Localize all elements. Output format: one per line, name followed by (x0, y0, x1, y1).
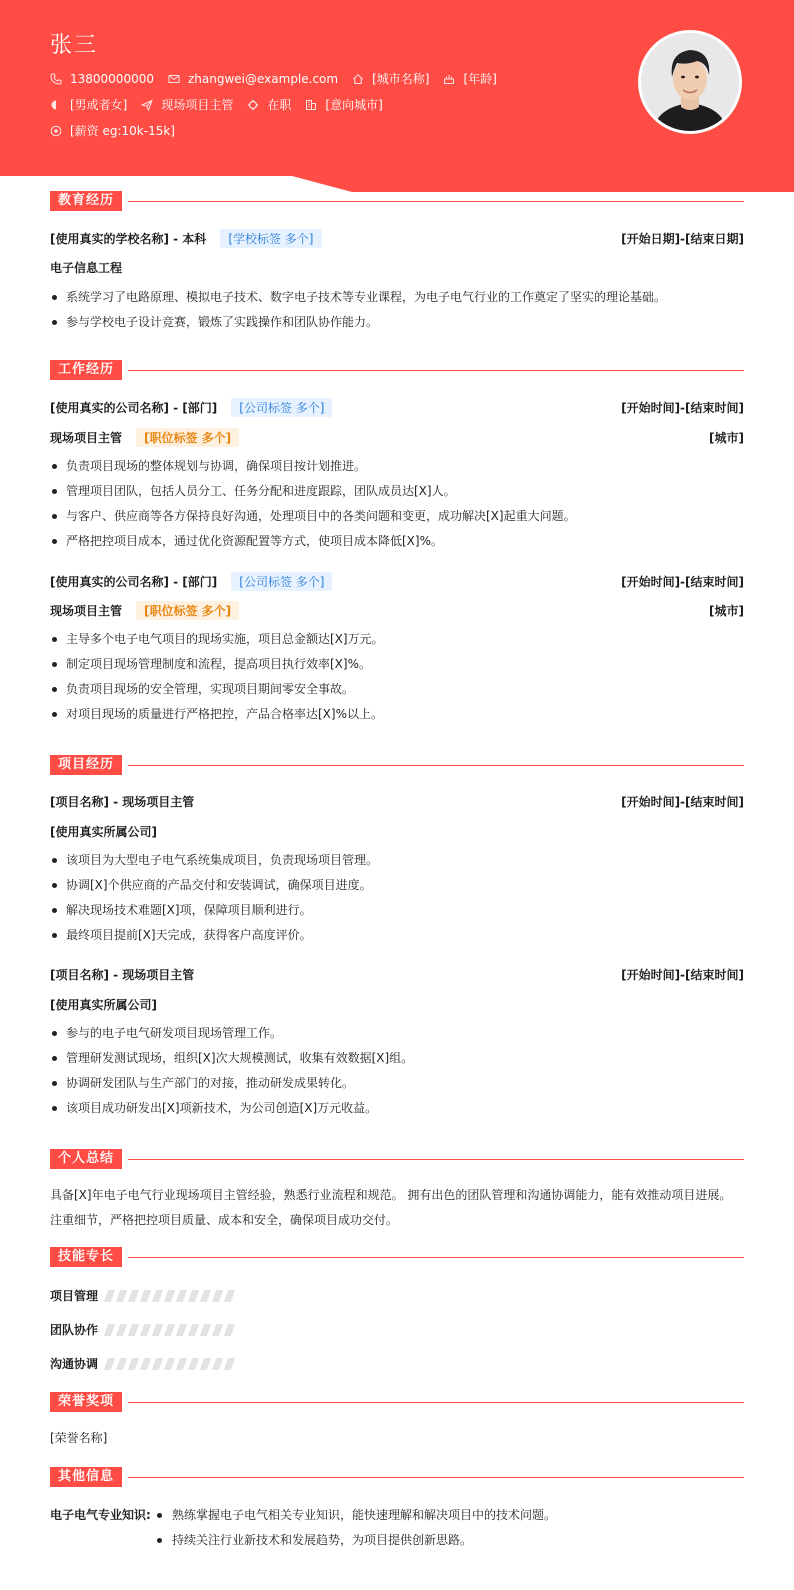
status-text: 在职 (267, 98, 292, 112)
candidate-name: 张三 (50, 33, 99, 58)
education-header (50, 229, 744, 248)
list-item: 参与学校电子设计竞赛，锻炼了实践操作和团队协作能力。 (50, 312, 744, 337)
list-item: 最终项目提前[X]天完成，获得客户高度评价。 (50, 925, 744, 950)
section-work (50, 360, 744, 380)
contact-row-3 (50, 122, 189, 139)
section-honors (50, 1392, 744, 1412)
age-text: [年龄] (463, 72, 497, 86)
position-text: 现场项目主管 (161, 98, 234, 112)
skill-item (50, 1355, 238, 1372)
work-1-bullets (50, 629, 744, 729)
list-item: 持续关注行业新技术和发展趋势，为项目提供创新思路。 (154, 1530, 556, 1555)
project-1-bullets (50, 1023, 744, 1123)
section-divider (128, 1402, 744, 1403)
money-icon (50, 125, 62, 137)
skill-level-bar (106, 1358, 238, 1370)
mail-icon (168, 73, 180, 85)
skill-name: 沟通协调 (50, 1357, 99, 1371)
section-divider (128, 1159, 744, 1160)
project-dates: [开始时间]-[结束时间] (621, 968, 744, 982)
section-skills (50, 1247, 744, 1267)
project-name: [项目名称] - 现场项目主管 (50, 968, 195, 982)
list-item: 该项目为大型电子电气系统集成项目，负责现场项目管理。 (50, 850, 744, 875)
education-bullets (50, 287, 744, 337)
section-divider (128, 370, 744, 371)
list-item: 参与的电子电气研发项目现场管理工作。 (50, 1023, 744, 1048)
job-title: 现场项目主管 (50, 604, 123, 618)
job-title: 现场项目主管 (50, 431, 123, 445)
section-projects (50, 755, 744, 775)
avatar (638, 30, 742, 134)
target-city-text: [意向城市] (325, 98, 383, 112)
skill-level-bar (106, 1324, 238, 1336)
work-0-title-row (50, 428, 744, 447)
gender-text: [男或者女] (70, 98, 128, 112)
section-title: 技能专长 (50, 1247, 122, 1267)
project-0-company-row (50, 823, 744, 840)
list-item: 与客户、供应商等各方保持良好沟通，处理项目中的各类问题和变更，成功解决[X]起重大问题。 (50, 506, 744, 531)
work-1-title-row (50, 601, 744, 620)
send-icon (141, 99, 153, 111)
gender-info (50, 96, 127, 113)
project-company: [使用真实所属公司] (50, 825, 157, 839)
project-0-bullets (50, 850, 744, 950)
phone-info (50, 72, 154, 86)
list-item: 管理项目团队，包括人员分工、任务分配和进度跟踪，团队成员达[X]人。 (50, 481, 744, 506)
building-icon (305, 99, 317, 111)
project-1-header (50, 966, 744, 983)
cake-icon (443, 73, 455, 85)
skill-name: 项目管理 (50, 1289, 99, 1303)
other-bullets (154, 1505, 556, 1555)
age-info (443, 70, 496, 87)
list-item: 熟练掌握电子电气相关专业知识，能快速理解和解决项目中的技术问题。 (154, 1505, 556, 1530)
avatar-photo (641, 33, 739, 131)
status-icon (247, 99, 259, 111)
section-divider (128, 1257, 744, 1258)
email-info (168, 72, 338, 86)
project-1-company-row (50, 996, 744, 1013)
work-dates: [开始时间]-[结束时间] (621, 401, 744, 415)
list-item: 负责项目现场的整体规划与协调，确保项目按计划推进。 (50, 456, 744, 481)
list-item: 协调研发团队与生产部门的对接，推动研发成果转化。 (50, 1073, 744, 1098)
skill-item (50, 1287, 238, 1304)
section-divider (128, 201, 744, 202)
skill-level-bar (106, 1290, 238, 1302)
work-0-header (50, 398, 744, 417)
section-title: 工作经历 (50, 360, 122, 380)
company-name: [使用真实的公司名称] - [部门] (50, 575, 218, 589)
city-text: [城市名称] (372, 72, 430, 86)
list-item: 该项目成功研发出[X]项新技术，为公司创造[X]万元收益。 (50, 1098, 744, 1123)
work-city: [城市] (709, 604, 744, 618)
section-title: 其他信息 (50, 1467, 122, 1487)
section-other (50, 1467, 744, 1487)
company-tag: [公司标签 多个] (231, 572, 332, 591)
phone-icon (50, 73, 62, 85)
target-city-info (305, 96, 382, 113)
section-divider (128, 1477, 744, 1478)
list-item: 对项目现场的质量进行严格把控，产品合格率达[X]%以上。 (50, 704, 744, 729)
summary-text (50, 1183, 744, 1233)
list-item: 协调[X]个供应商的产品交付和安装调试，确保项目进度。 (50, 875, 744, 900)
list-item: 系统学习了电路原理、模拟电子技术、数字电子技术等专业课程，为电子电气行业的工作奠定了坚实的理论基础。 (50, 287, 744, 312)
home-icon (352, 73, 364, 85)
list-item: 主导多个电子电气项目的现场实施，项目总金额达[X]万元。 (50, 629, 744, 654)
section-title: 项目经历 (50, 755, 122, 775)
work-0-bullets (50, 456, 744, 556)
skill-item (50, 1321, 238, 1338)
job-tag: [职位标签 多个] (136, 601, 239, 620)
status-info (247, 96, 291, 113)
list-item: 严格把控项目成本，通过优化资源配置等方式，使项目成本降低[X]%。 (50, 531, 744, 556)
job-tag: [职位标签 多个] (136, 428, 239, 447)
project-name: [项目名称] - 现场项目主管 (50, 795, 195, 809)
work-1-header (50, 572, 744, 591)
project-company: [使用真实所属公司] (50, 998, 157, 1012)
section-summary (50, 1149, 744, 1169)
skill-name: 团队协作 (50, 1323, 99, 1337)
education-major-row (50, 259, 744, 276)
list-item: 管理研发测试现场，组织[X]次大规模测试，收集有效数据[X]组。 (50, 1048, 744, 1073)
summary-line: 具备[X]年电子电气行业现场项目主管经验，熟悉行业流程和规范。 拥有出色的团队管理和沟通协调能力，能有效推动项目进展。 (50, 1188, 732, 1202)
work-city: [城市] (709, 431, 744, 445)
work-dates: [开始时间]-[结束时间] (621, 575, 744, 589)
project-0-header (50, 793, 744, 810)
section-title: 荣誉奖项 (50, 1392, 122, 1412)
section-title: 个人总结 (50, 1149, 122, 1169)
company-tag: [公司标签 多个] (231, 398, 332, 417)
major: 电子信息工程 (50, 261, 123, 275)
contact-row-1 (50, 70, 511, 87)
other-info (50, 1505, 744, 1555)
list-item: 解决现场技术难题[X]项，保障项目顺利进行。 (50, 900, 744, 925)
email-text: zhangwei@example.com (187, 71, 339, 86)
section-divider (128, 765, 744, 766)
school-tag: [学校标签 多个] (220, 229, 321, 248)
summary-line: 注重细节，严格把控项目质量、成本和安全，确保项目成功交付。 (50, 1213, 399, 1227)
project-dates: [开始时间]-[结束时间] (621, 795, 744, 809)
education-dates: [开始日期]-[结束日期] (621, 232, 744, 246)
list-item: 制定项目现场管理制度和流程，提高项目执行效率[X]%。 (50, 654, 744, 679)
other-label: 电子电气专业知识: (50, 1508, 151, 1522)
honor-item: [荣誉名称] (50, 1431, 108, 1445)
phone-text: 13800000000 (70, 71, 154, 86)
section-title: 教育经历 (50, 191, 122, 211)
contact-row-2 (50, 96, 397, 113)
salary-info (50, 122, 175, 139)
company-name: [使用真实的公司名称] - [部门] (50, 401, 218, 415)
section-education (50, 191, 744, 211)
school-name: [使用真实的学校名称] - 本科 (50, 232, 207, 246)
position-info (141, 96, 233, 113)
list-item: 负责项目现场的安全管理，实现项目期间零安全事故。 (50, 679, 744, 704)
salary-text: [薪资 eg:10k-15k] (70, 124, 175, 138)
gender-icon (50, 99, 62, 111)
city-info (352, 70, 429, 87)
resume-header (0, 0, 794, 192)
